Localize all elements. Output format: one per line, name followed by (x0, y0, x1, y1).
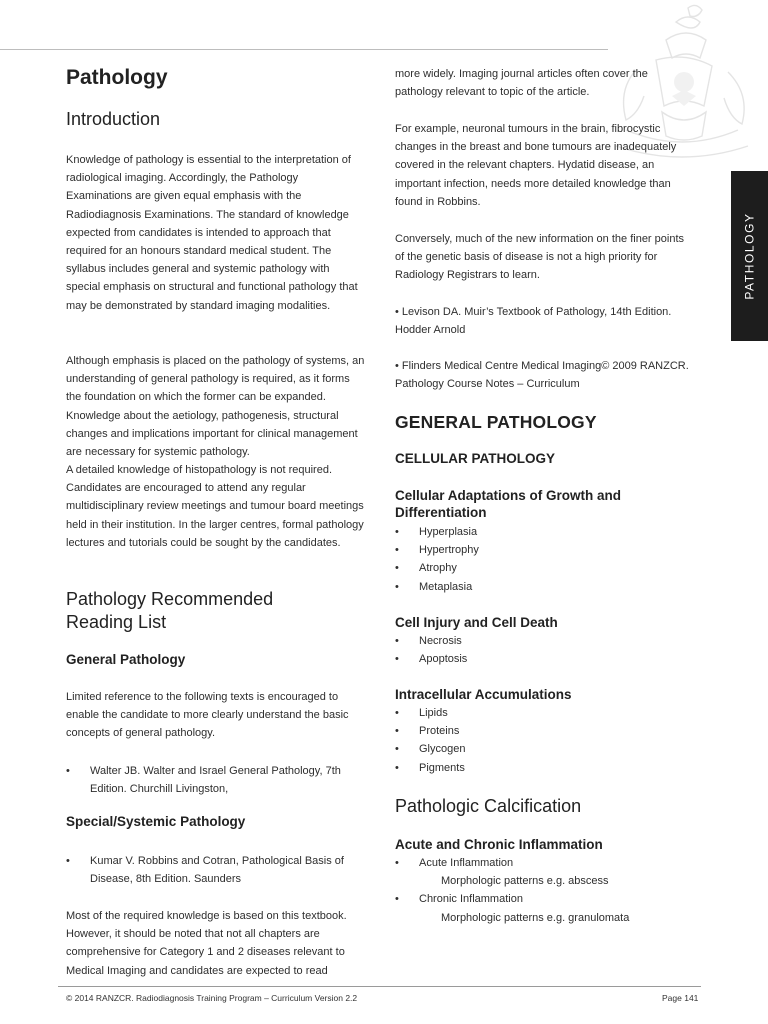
reading-list-heading: Pathology Recommended Reading List (66, 589, 274, 632)
list-item: • Necrosis (395, 635, 462, 647)
special-reference-text: Kumar V. Robbins and Cotran, Pathological Basis of Disease, 8th Edition. Saunders (90, 855, 344, 886)
cell-injury-list (395, 632, 467, 668)
list-item: • Hypertrophy (395, 544, 479, 557)
intro-paragraph-1: Knowledge of pathology is essential to the interpretation of radiological imaging. Accordingly, the Pathology Examinations are given equal emphasis with the Radiodiagnosis Examinations. The standard of knowledge expected from candidates is intended to approach that required for an honours standard medical student. The syllabus includes general and systemic pathology with special emphasis on structural and functional pathology that may be demonstrated by standard imaging modalities. (66, 154, 358, 312)
page-number: Page 141 (662, 993, 699, 1003)
general-pathology-heading: General Pathology (66, 652, 186, 667)
header-rule (0, 49, 608, 50)
cell-injury-heading: Cell Injury and Cell Death (395, 615, 558, 630)
inflammation-list (395, 854, 629, 927)
calcification-heading: Pathologic Calcification (395, 796, 582, 816)
intro-paragraph-3: A detailed knowledge of histopathology is not required. Candidates are encouraged to attend any regular multidisciplinary review meetings and tumour board meetings held in their institution. In the larger centres, formal pathology lectures and tutorials could be sought by the candidates. (66, 464, 364, 549)
list-item: • Hyperplasia (395, 526, 478, 538)
cellular-pathology-heading: CELLULAR PATHOLOGY (395, 451, 555, 466)
special-pathology-heading: Special/Systemic Pathology (66, 814, 246, 829)
conversely-paragraph: Conversely, much of the new information on the finer points of the genetic basis of disease is not a high priority for Radiology Registrars to learn. (395, 233, 685, 282)
page-title: Pathology (66, 66, 168, 89)
footer-copyright: © 2014 RANZCR. Radiodiagnosis Training Program – Curriculum Version 2.2 (66, 993, 358, 1003)
list-item: • Glycogen (395, 743, 466, 756)
reference-flinders: • Flinders Medical Centre Medical Imaging© 2009 RANZCR. Pathology Course Notes – Curriculum (395, 360, 689, 391)
adaptations-list (395, 523, 479, 596)
accumulations-list (395, 704, 465, 777)
list-item: • Apoptosis (395, 653, 468, 666)
special-pathology-paragraph: Most of the required knowledge is based on this textbook. However, it should be noted that not all chapters are comprehensive for Category 1 and 2 diseases relevant to Medical Imaging and candidates are expected to read (66, 910, 347, 977)
intro-paragraph-2: Although emphasis is placed on the pathology of systems, an understanding of general pathology is required, as it forms the foundation on which the former can be expanded. Knowledge about the aetiology, pathogenesis, structural changes and implications important for clinical management are necessary for systemic pathology. (66, 355, 365, 459)
side-tab-label: PATHOLOGY (742, 212, 757, 300)
general-reference-item: • Walter JB. Walter and Israel General Pathology, 7th Edition. Churchill Livingston, (66, 762, 366, 798)
list-item: • Metaplasia (395, 580, 473, 593)
list-item: • Atrophy (395, 562, 457, 575)
general-reference-text: Walter JB. Walter and Israel General Pathology, 7th Edition. Churchill Livingston, (90, 765, 341, 796)
adaptations-heading: Cellular Adaptations of Growth and Differentiation (395, 488, 622, 520)
list-item: • Proteins (395, 725, 460, 738)
list-item: • Chronic Inflammation Morphologic patterns e.g. granulomata (395, 893, 630, 924)
example-paragraph: For example, neuronal tumours in the brain, fibrocystic changes in the breast and bone tumours are inadequately covered in the relevant chapters. Hydatid disease, an important infection, needs more detailed knowledge than found in Robbins. (395, 123, 677, 208)
section-side-tab (731, 171, 768, 341)
special-reference-item: • Kumar V. Robbins and Cotran, Pathological Basis of Disease, 8th Edition. Saunders (66, 852, 366, 888)
list-item: • Acute Inflammation Morphologic patterns e.g. abscess (395, 857, 609, 888)
list-item: • Lipids (395, 707, 448, 719)
general-pathology-caps-heading: GENERAL PATHOLOGY (395, 412, 597, 432)
accumulations-heading: Intracellular Accumulations (395, 687, 572, 702)
introduction-heading: Introduction (66, 109, 161, 129)
continued-paragraph: more widely. Imaging journal articles often cover the pathology relevant to topic of the article. (395, 68, 648, 99)
general-pathology-paragraph: Limited reference to the following texts is encouraged to enable the candidate to more clearly understand the basic concepts of general pathology. (66, 691, 349, 740)
inflammation-heading: Acute and Chronic Inflammation (395, 837, 603, 852)
footer-rule (58, 986, 701, 987)
list-item: • Pigments (395, 761, 465, 774)
reference-muir: • Levison DA. Muir’s Textbook of Pathology, 14th Edition. Hodder Arnold (395, 306, 672, 337)
